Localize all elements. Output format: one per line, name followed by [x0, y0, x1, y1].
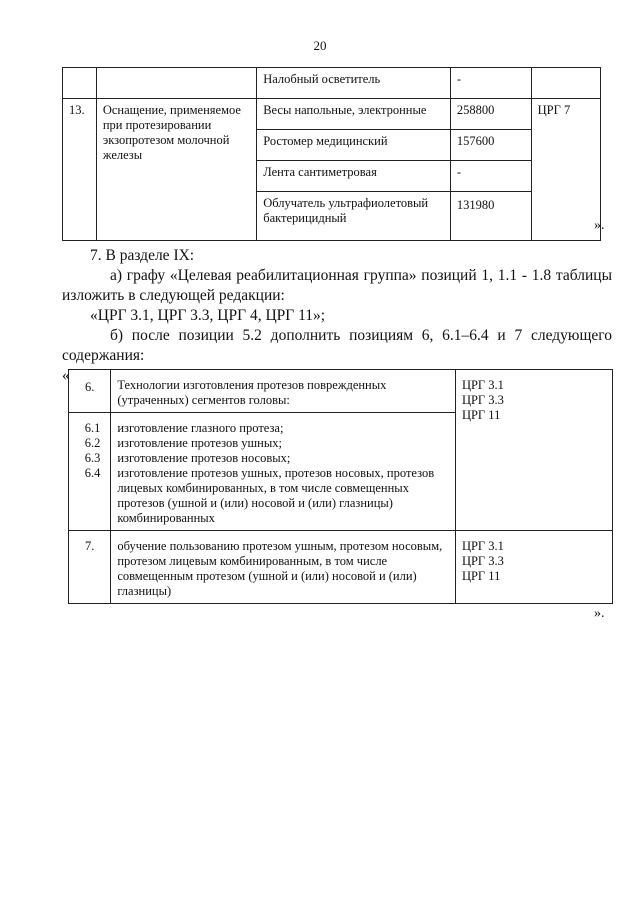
sub-number: 6.4 [84, 466, 101, 480]
row-text: обучение пользованию протезом ушным, протезом носовым, протезом лицевым комбинированным, в том числе совмещенным протезом (ушной и (или) носовой и (или) глазницы) [111, 531, 456, 604]
section-heading: 7. В разделе IX: [90, 247, 195, 264]
group-cell [455, 370, 612, 531]
equipment-cell: Облучатель ультрафиолетовый бактерицидный [257, 192, 451, 241]
replacement-quote: «ЦРГ 3.1, ЦРГ 3.3, ЦРГ 4, ЦРГ 11»; [90, 307, 326, 324]
sub-number-cell [69, 413, 111, 531]
page-number: 20 [313, 38, 327, 53]
sub-item: изготовление глазного протеза; [117, 421, 284, 435]
quantity-cell: 131980 [450, 192, 531, 241]
equipment-cell: Ростомер медицинский [257, 130, 451, 161]
sub-number: 6.3 [84, 451, 101, 465]
quantity-cell: - [450, 68, 531, 99]
sub-number: 6.2 [84, 436, 101, 450]
group-label: ЦРГ 3.3 [461, 554, 504, 568]
closing-quote: ». [594, 606, 605, 621]
equipment-cell: Лента сантиметровая [257, 161, 451, 192]
sub-number: 6.1 [84, 421, 101, 435]
row-number: 6. [69, 370, 111, 413]
item-b: б) после позиции 5.2 дополнить позициям 6, 6.1–6.4 и 7 следующего содержания: [62, 327, 612, 364]
equipment-cell: Налобный осветитель [257, 68, 451, 99]
item-a: а) графу «Целевая реабилитационная группа» позиций 1, 1.1 - 1.8 таблицы изложить в следующей редакции: [62, 267, 612, 304]
opening-quote: « [62, 367, 70, 384]
group-label: ЦРГ 3.1 [461, 539, 504, 553]
amendment-text [62, 246, 612, 386]
quantity-cell: 258800 [450, 99, 531, 130]
row-text: Технологии изготовления протезов поврежденных (утраченных) сегментов головы: [111, 370, 456, 413]
table-row [69, 370, 613, 413]
group-label: ЦРГ 11 [461, 408, 501, 422]
technology-table [68, 369, 613, 604]
closing-quote: ». [594, 218, 605, 233]
group-label: ЦРГ 3.3 [461, 393, 504, 407]
table-row [63, 99, 601, 130]
table-row [63, 68, 601, 99]
row-name: Оснащение, применяемое при протезировании экзопротезом молочной железы [96, 99, 256, 241]
row-number: 13. [63, 99, 97, 241]
group-label: ЦРГ 11 [461, 569, 501, 583]
equipment-table [62, 67, 601, 241]
table-row [69, 531, 613, 604]
sub-item-cell [111, 413, 456, 531]
group-cell [455, 531, 612, 604]
equipment-cell: Весы напольные, электронные [257, 99, 451, 130]
sub-item: изготовление протезов ушных, протезов носовых, протезов лицевых комбинированных, в том числе совмещенных протезов (ушной и (или) носовой и (или) глазницы) комбинированных [117, 466, 435, 525]
sub-item: изготовление протезов ушных; [117, 436, 282, 450]
quantity-cell: 157600 [450, 130, 531, 161]
row-number: 7. [69, 531, 111, 604]
sub-item: изготовление протезов носовых; [117, 451, 291, 465]
group-cell: ЦРГ 7 [531, 99, 600, 241]
group-label: ЦРГ 3.1 [461, 378, 504, 392]
quantity-cell: - [450, 161, 531, 192]
